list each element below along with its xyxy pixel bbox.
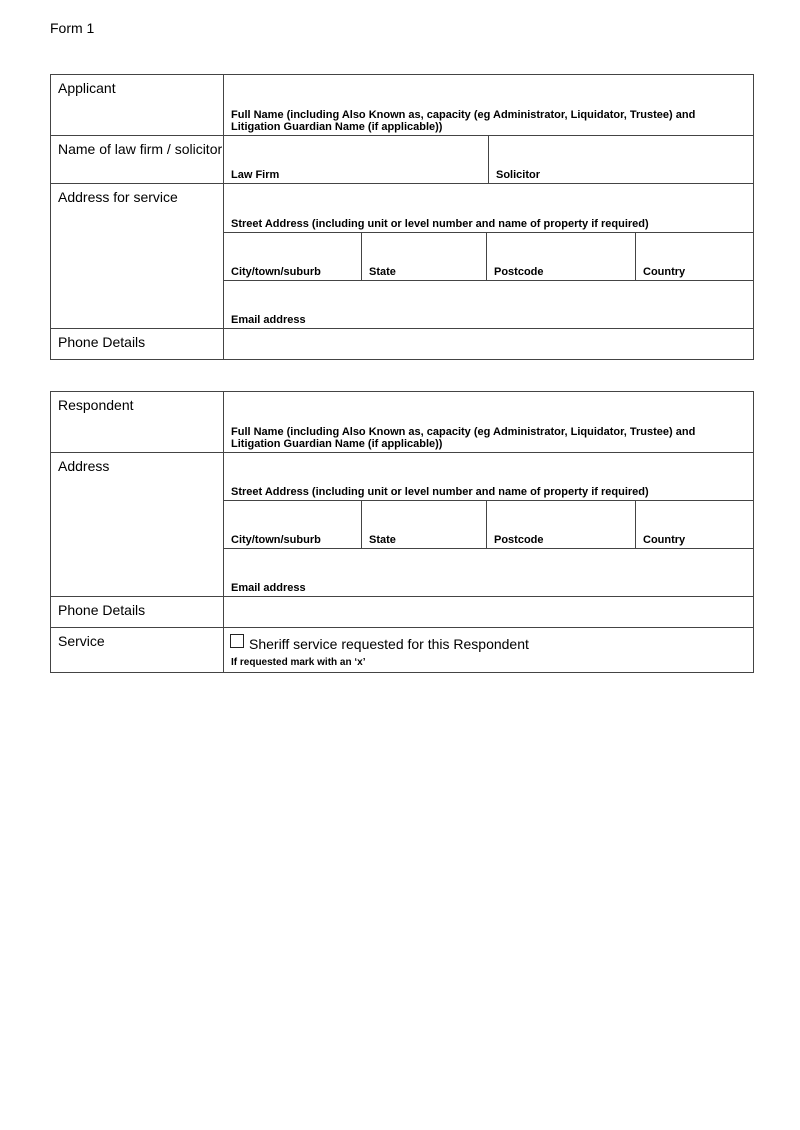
postcode-caption: Postcode (494, 534, 544, 546)
law-firm-row-label: Name of law firm / solicitor (51, 136, 224, 183)
respondent-phone-field[interactable] (224, 597, 753, 627)
email-caption: Email address (231, 314, 306, 326)
form-number: Form 1 (50, 20, 95, 36)
respondent-street-address-field[interactable] (224, 453, 753, 500)
respondent-full-name-caption: Full Name (including Also Known as, capacity (eg Administrator, Liquidator, Trustee) and Litigation Guardian Name (if applicable)) (231, 426, 696, 450)
state-caption: State (369, 534, 396, 546)
law-firm-field[interactable] (224, 136, 488, 183)
sheriff-service-checkbox[interactable] (230, 634, 244, 648)
respondent-address-row (51, 453, 754, 597)
service-field (224, 628, 753, 672)
postcode-caption: Postcode (494, 266, 544, 278)
street-address-caption: Street Address (including unit or level number and name of property if required) (231, 486, 649, 498)
street-address-caption: Street Address (including unit or level number and name of property if required) (231, 218, 649, 230)
state-caption: State (369, 266, 396, 278)
applicant-phone-label: Phone Details (51, 329, 224, 359)
city-caption: City/town/suburb (231, 266, 321, 278)
applicant-full-name-field[interactable] (224, 75, 753, 135)
address-for-service-label: Address for service (51, 184, 224, 328)
country-caption: Country (643, 534, 686, 546)
service-row (51, 628, 754, 673)
solicitor-caption: Solicitor (496, 169, 541, 181)
law-firm-row (51, 136, 754, 184)
sheriff-service-label: Sheriff service requested for this Respondent (249, 636, 529, 652)
respondent-section (50, 391, 754, 673)
respondent-phone-label: Phone Details (51, 597, 224, 627)
respondent-email-field[interactable] (224, 549, 753, 596)
service-label: Service (51, 628, 224, 672)
city-caption: City/town/suburb (231, 534, 321, 546)
applicant-phone-row (51, 329, 754, 360)
respondent-phone-row (51, 597, 754, 628)
law-firm-caption: Law Firm (231, 169, 280, 181)
respondent-city-field[interactable] (224, 501, 361, 548)
respondent-address-label: Address (51, 453, 224, 596)
country-caption: Country (643, 266, 686, 278)
applicant-full-name-caption: Full Name (including Also Known as, capacity (eg Administrator, Liquidator, Trustee) and Litigation Guardian Name (if applicable)) (231, 109, 696, 133)
email-caption: Email address (231, 582, 306, 594)
sheriff-service-hint: If requested mark with an ‘x’ (231, 657, 366, 668)
applicant-label: Applicant (51, 75, 224, 135)
respondent-name-row (51, 392, 754, 453)
respondent-state-field[interactable] (361, 501, 486, 548)
address-for-service-row (51, 184, 754, 329)
applicant-city-field[interactable] (224, 233, 361, 280)
applicant-country-field[interactable] (635, 233, 753, 280)
solicitor-field[interactable] (488, 136, 753, 183)
applicant-postcode-field[interactable] (486, 233, 635, 280)
applicant-phone-field[interactable] (224, 329, 753, 359)
applicant-section (50, 74, 754, 360)
applicant-state-field[interactable] (361, 233, 486, 280)
applicant-email-field[interactable] (224, 281, 753, 328)
respondent-full-name-field[interactable] (224, 392, 753, 452)
respondent-postcode-field[interactable] (486, 501, 635, 548)
respondent-country-field[interactable] (635, 501, 753, 548)
respondent-label: Respondent (51, 392, 224, 452)
applicant-name-row (51, 75, 754, 136)
applicant-street-address-field[interactable] (224, 184, 753, 232)
